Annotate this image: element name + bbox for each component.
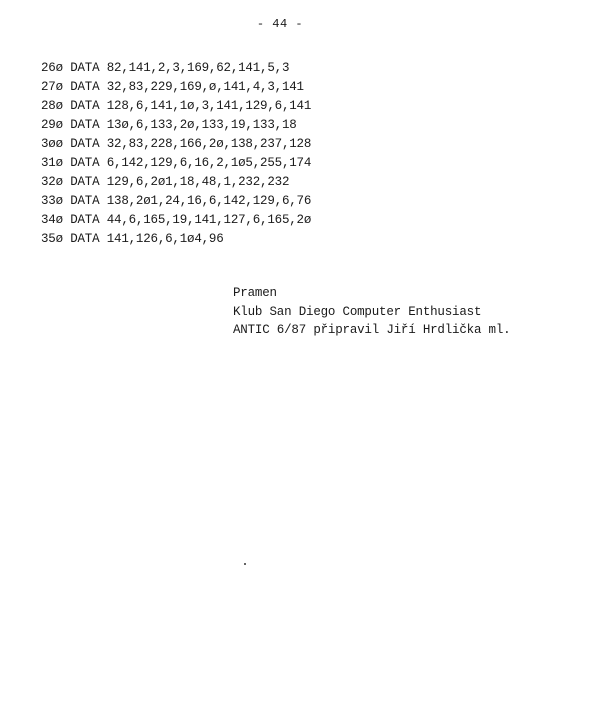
source-credits <box>233 284 510 340</box>
listing-line: 31ø DATA 6,142,129,6,16,2,1ø5,255,174 <box>41 156 312 170</box>
listing-line: 35ø DATA 141,126,6,1ø4,96 <box>41 232 224 246</box>
listing-line: 27ø DATA 32,83,229,169,ø,141,4,3,141 <box>41 80 304 94</box>
listing-line: 3øø DATA 32,83,228,166,2ø,138,237,128 <box>41 137 312 151</box>
source-heading: Pramen <box>233 286 277 300</box>
listing-line: 28ø DATA 128,6,141,1ø,3,141,129,6,141 <box>41 99 312 113</box>
ink-speck <box>244 563 246 565</box>
listing-line: 32ø DATA 129,6,2ø1,18,48,1,232,232 <box>41 175 290 189</box>
listing-line: 34ø DATA 44,6,165,19,141,127,6,165,2ø <box>41 213 312 227</box>
page-number: - 44 - <box>256 17 304 31</box>
source-author: ANTIC 6/87 připravil Jiří Hrdlička ml. <box>233 323 511 337</box>
basic-data-listing <box>41 59 311 249</box>
listing-line: 33ø DATA 138,2ø1,24,16,6,142,129,6,76 <box>41 194 312 208</box>
listing-line: 26ø DATA 82,141,2,3,169,62,141,5,3 <box>41 61 290 75</box>
source-club: Klub San Diego Computer Enthusiast <box>233 304 482 319</box>
listing-line: 29ø DATA 13ø,6,133,2ø,133,19,133,18 <box>41 118 297 132</box>
